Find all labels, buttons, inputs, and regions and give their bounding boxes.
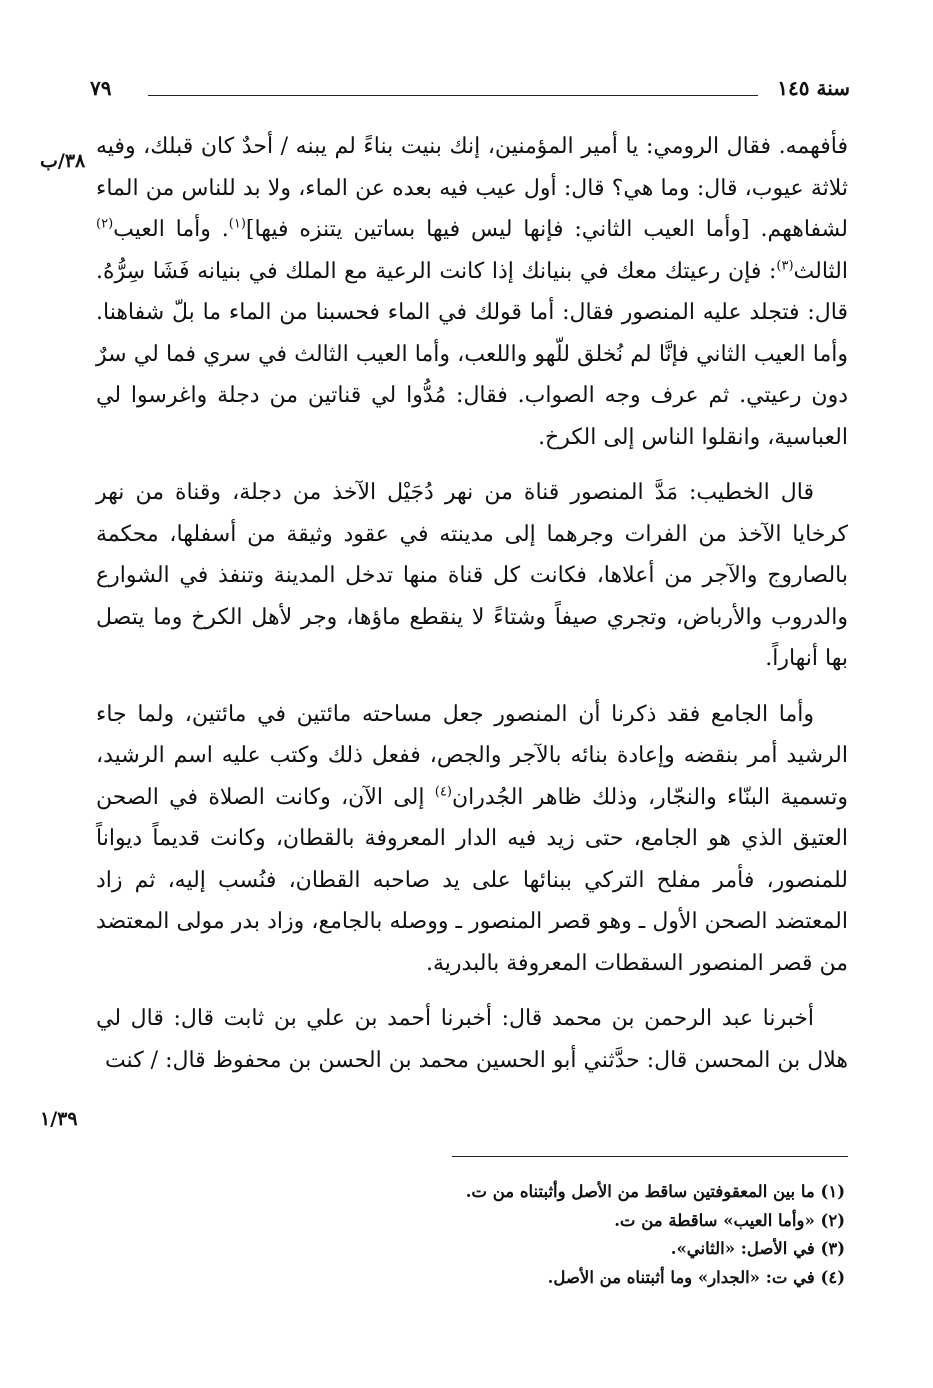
footnote-ref: (٢)	[96, 216, 114, 232]
margin-folio-note: ١/٣٩	[40, 1108, 78, 1130]
footnote-ref: (١)	[228, 216, 246, 232]
footnotes	[85, 1178, 845, 1292]
footnote: (٤) في ت: «الجدار» وما أثبتناه من الأصل.	[547, 1267, 845, 1287]
paragraph: فأفهمه. فقال الرومي: يا أمير المؤمنين، إنك بنيت بناءً لم يبنه / أحدٌ كان قبلك، وفيه ثلاثة عيوب، قال: وما هي؟ قال: أول عيب فيه بعده عن الماء، ولا بد للناس من الماء لشفاههم. [وأما العيب الثاني: فإنها ليس فيها بساتين يتنزه فيها]$^{(١)}$. وأما العيب$^{(٢)}$ الثالث$^{(٣)}$: فإن رعيتك معك في بنيانك إذا كانت الرعية مع الملك في بنيانه فَشَا سِرُّهُ. قال: فتجلد عليه المنصور فقال: أما قولك في الماء فحسبنا من الماء ما بلّ شفاهنا. وأما العيب الثاني فإنَّا لم نُخلق للّهو واللعب، وأما العيب الثالث في سري فما لي سرٌ دون رعيتي. ثم عرف وجه الصواب. فقال: مُدُّوا لي قناتين من دجلة واغرسوا لي العباسية، وانقلوا الناس إلى الكرخ.	[96, 134, 849, 450]
paragraph: أخبرنا عبد الرحمن بن محمد قال: أخبرنا أحمد بن علي بن ثابت قال: قال لي هلال بن المحسن قال: حدَّثني أبو الحسين محمد بن الحسن بن محفوظ قال: / كنت	[96, 1006, 848, 1073]
footnote-rule	[452, 1156, 848, 1157]
footnote: (٣) في الأصل: «الثاني».	[670, 1239, 845, 1258]
paragraph: وأما الجامع فقد ذكرنا أن المنصور جعل مساحته مائتين في مائتين، ولما جاء الرشيد أمر بنقضه وإعادة بنائه بالآجر والجص، ففعل ذلك وكتب عليه اسم الرشيد، وتسمية البنّاء والنجّار، وذلك ظاهر الجُدران$^{(٤)}$ إلى الآن، وكانت الصلاة في الصحن العتيق الذي هو الجامع، حتى زيد فيه الدار المعروفة بالقطان، وكانت قديماً ديواناً للمنصور، فأمر مفلح التركي ببنائها على يد صاحبه القطان، فنُسب إليه، ثم زاد المعتضد الصحن الأول ـ وهو قصر المنصور ـ ووصله بالجامع، وزاد بدر مولى المعتضد من قصر المنصور السقطات المعروفة بالبدرية.	[96, 701, 849, 976]
margin-folio-note: ٣٨/ب	[40, 150, 86, 172]
running-title: سنة ١٤٥	[777, 76, 850, 100]
footnote: (١) ما بين المعقوفتين ساقط من الأصل وأثبتناه من ت.	[465, 1182, 845, 1201]
footnote-ref: (٤)	[434, 784, 452, 800]
page-number: ٧٩	[90, 76, 112, 100]
page-header	[90, 76, 850, 110]
footnote: (٢) «وأما العيب» ساقطة من ت.	[614, 1210, 845, 1230]
paragraph: قال الخطيب: مَدَّ المنصور قناة من نهر دُجَيْل الآخذ من دجلة، وقناة من نهر كرخايا الآخذ من الفرات وجرهما إلى مدينته في عقود وثيقة من أسفلها، محكمة بالصاروج والآجر من أعلاها، فكانت كل قناة منها تدخل المدينة وتنفذ في الشوارع والدروب والأرباض، وتجري صيفاً وشتاءً لا ينقطع ماؤها، وجر لأهل الكرخ وما يتصل بها أنهاراً.	[96, 480, 848, 671]
footnote-ref: (٣)	[776, 258, 794, 274]
main-text	[96, 126, 848, 1081]
header-rule	[148, 95, 758, 96]
